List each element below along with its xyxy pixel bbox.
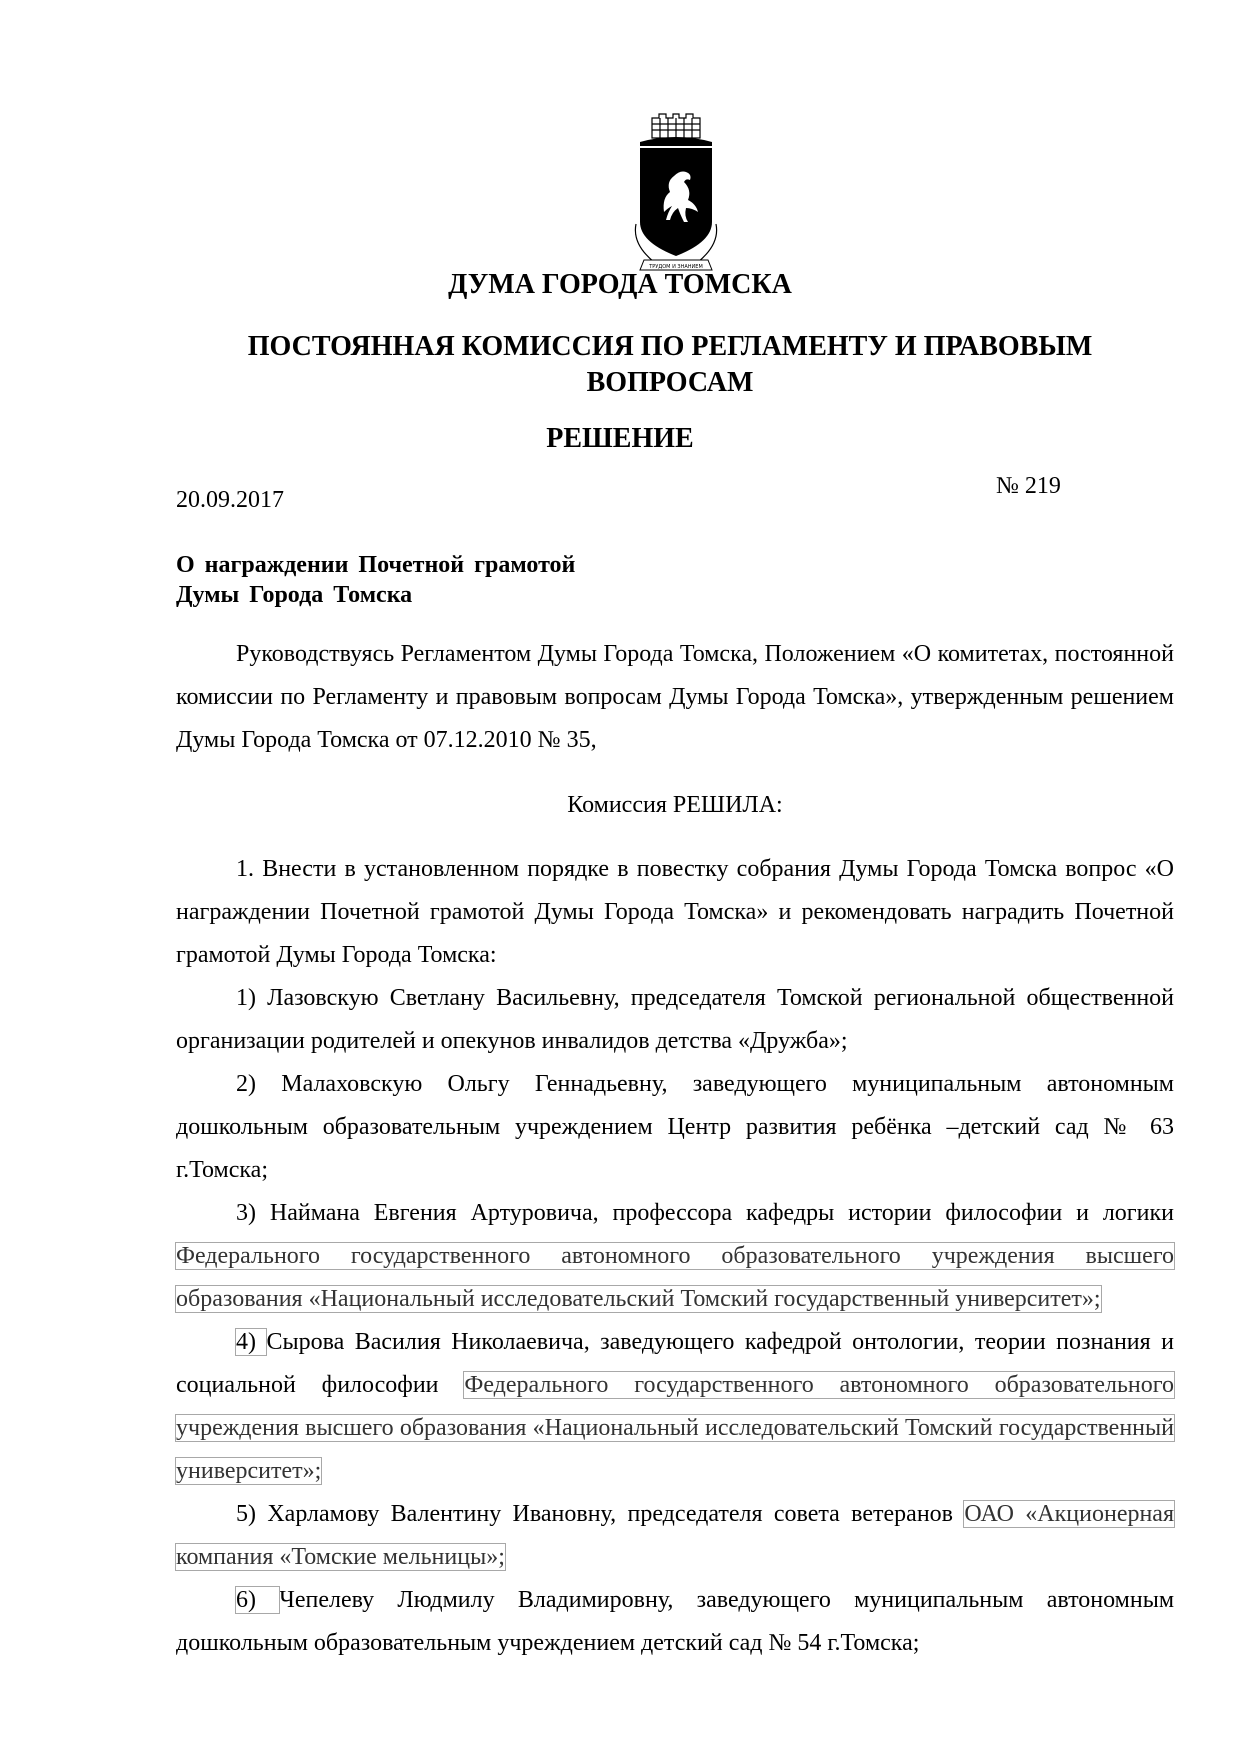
document-subject xyxy=(176,550,575,610)
tracked-change-org-3: Федерального государственного автономного образовательного учреждения высшего образования «Национальный исследовательский Томский государственный университет»; xyxy=(176,1243,1174,1312)
award-item-6 xyxy=(176,1579,1174,1665)
award-item-2: 2) Малаховскую Ольгу Геннадьевну, заведующего муниципальным автономным дошкольным образовательным учреждением Центр развития ребёнка –детский сад № 63 г.Томска; xyxy=(176,1071,1174,1183)
emblem-motto: ТРУДОМ И ЗНАНИЕМ xyxy=(649,264,703,270)
decision-label: Комиссия РЕШИЛА: xyxy=(567,792,783,818)
award-item-4 xyxy=(176,1321,1174,1493)
award-item-1: 1) Лазовскую Светлану Васильевну, председателя Томской региональной общественной организации родителей и опекунов инвалидов детства «Дружба»; xyxy=(176,985,1174,1054)
subject-line-1: О награждении Почетной грамотой xyxy=(176,552,576,578)
subject-line-2: Думы Города Томска xyxy=(176,582,413,608)
award-item-3-lead: 3) Наймана Евгения Артуровича, профессора кафедры истории философии и логики xyxy=(236,1200,1174,1226)
tracked-change-num-4: 4) xyxy=(236,1329,267,1355)
award-item-5 xyxy=(176,1493,1174,1579)
document-number: № 219 xyxy=(996,473,1061,499)
document-body xyxy=(176,633,1174,1665)
document-date: 20.09.2017 xyxy=(176,487,284,513)
point-1-paragraph: 1. Внести в установленном порядке в повестку собрания Думы Города Томска вопрос «О награждении Почетной грамотой Думы Города Томска» и рекомендовать наградить Почетной грамотой Думы Города Томска: xyxy=(176,856,1174,968)
document-type: РЕШЕНИЕ xyxy=(546,423,694,454)
tracked-change-org-4: Федерального государственного автономного образовательного учреждения высшего образования «Национальный исследовательский Томский государственный университет»; xyxy=(176,1372,1174,1484)
organization-title: ДУМА ГОРОДА ТОМСКА xyxy=(448,269,792,300)
preamble-paragraph: Руководствуясь Регламентом Думы Города Томска, Положением «О комитетах, постоянной комиссии по Регламенту и правовым вопросам Думы Города Томска», утвержденным решением Думы Города Томска от 07.12.2010 № 35, xyxy=(176,641,1174,753)
tracked-change-org-5: ОАО «Акционерная компания «Томские мельницы»; xyxy=(176,1501,1175,1570)
commission-title: ПОСТОЯННАЯ КОМИССИЯ ПО РЕГЛАМЕНТУ И ПРАВОВЫМ ВОПРОСАМ xyxy=(247,331,1093,398)
award-item-3 xyxy=(176,1192,1174,1321)
award-item-5-lead: 5) Харламову Валентину Ивановну, председателя совета ветеранов xyxy=(236,1501,965,1527)
award-item-4-lead: Сырова Василия Николаевича, заведующего кафедрой онтологии, теории познания и социальной философии xyxy=(176,1329,1174,1398)
tracked-change-num-6: 6) xyxy=(236,1587,280,1613)
tomsk-coat-of-arms-icon xyxy=(626,112,726,280)
award-item-6-rest: Чепелеву Людмилу Владимировну, заведующего муниципальным автономным дошкольным образовательным учреждением детский сад № 54 г.Томска; xyxy=(176,1587,1174,1656)
